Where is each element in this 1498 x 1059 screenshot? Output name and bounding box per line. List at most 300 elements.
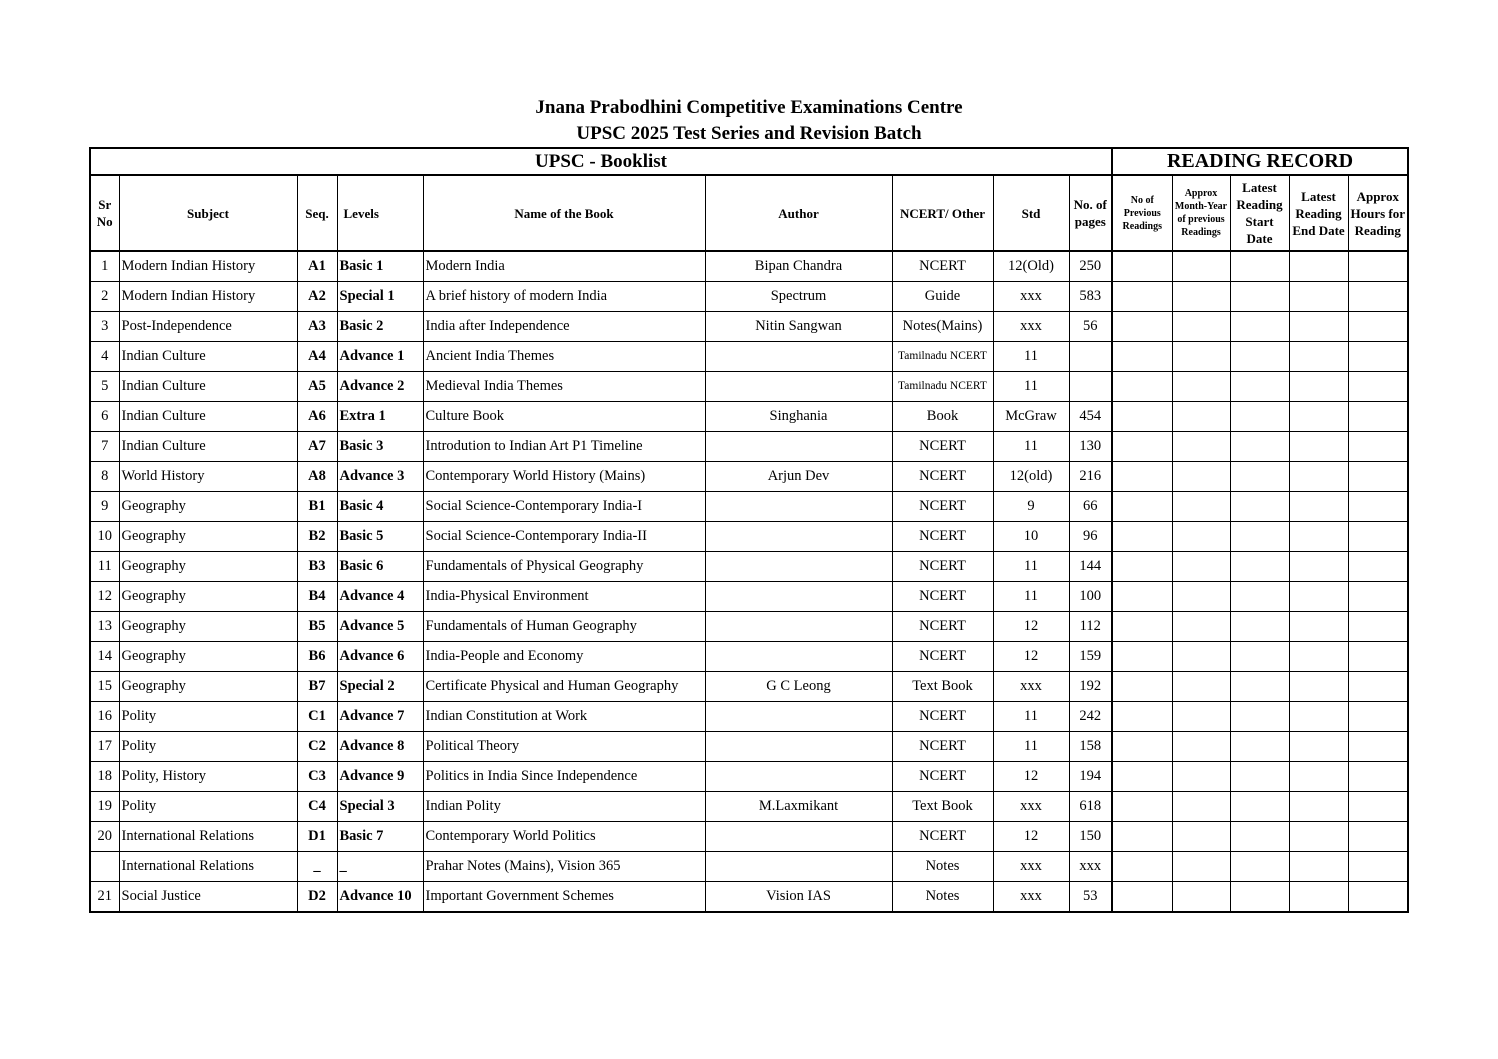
row-subject: Polity	[119, 792, 297, 822]
row-author	[705, 582, 892, 612]
row-sr: 8	[90, 462, 119, 492]
row-start-date	[1230, 251, 1289, 282]
col-end-date: Latest Reading End Date	[1289, 175, 1348, 251]
row-std: 12	[993, 612, 1069, 642]
row-level: Basic 4	[337, 492, 423, 522]
row-ncert: NCERT	[892, 522, 993, 552]
row-std: xxx	[993, 312, 1069, 342]
table-row	[90, 672, 1408, 702]
row-sr: 9	[90, 492, 119, 522]
row-seq: B7	[297, 672, 337, 702]
row-end-date	[1289, 552, 1348, 582]
row-seq: D2	[297, 882, 337, 913]
row-start-date	[1230, 402, 1289, 432]
row-author	[705, 822, 892, 852]
table-row	[90, 582, 1408, 612]
row-std: 11	[993, 702, 1069, 732]
row-level: Advance 3	[337, 462, 423, 492]
row-approx-month	[1172, 402, 1230, 432]
row-pages: 150	[1069, 822, 1112, 852]
row-approx-month	[1172, 462, 1230, 492]
row-sr: 2	[90, 282, 119, 312]
row-seq: B1	[297, 492, 337, 522]
row-approx-month	[1172, 612, 1230, 642]
row-subject: Geography	[119, 492, 297, 522]
row-subject: Geography	[119, 522, 297, 552]
row-ncert: Tamilnadu NCERT	[892, 342, 993, 372]
row-hours	[1348, 492, 1408, 522]
row-start-date	[1230, 282, 1289, 312]
row-subject: Polity, History	[119, 762, 297, 792]
row-pages: 112	[1069, 612, 1112, 642]
row-seq: C2	[297, 732, 337, 762]
row-level: Advance 6	[337, 642, 423, 672]
row-sr: 20	[90, 822, 119, 852]
row-hours	[1348, 732, 1408, 762]
row-seq: A2	[297, 282, 337, 312]
row-end-date	[1289, 882, 1348, 913]
row-pages: 216	[1069, 462, 1112, 492]
row-level: Advance 7	[337, 702, 423, 732]
row-pages: xxx	[1069, 852, 1112, 882]
row-subject: Indian Culture	[119, 402, 297, 432]
row-hours	[1348, 882, 1408, 913]
row-sr: 10	[90, 522, 119, 552]
batch-title: UPSC 2025 Test Series and Revision Batch	[576, 123, 922, 144]
row-sr: 13	[90, 612, 119, 642]
row-approx-month	[1172, 552, 1230, 582]
row-level: Basic 5	[337, 522, 423, 552]
row-start-date	[1230, 492, 1289, 522]
row-hours	[1348, 762, 1408, 792]
row-subject: World History	[119, 462, 297, 492]
row-level: Advance 5	[337, 612, 423, 642]
row-level: Special 1	[337, 282, 423, 312]
row-hours	[1348, 312, 1408, 342]
row-book: Modern India	[423, 251, 705, 282]
row-book: Certificate Physical and Human Geography	[423, 672, 705, 702]
row-prev-readings	[1112, 822, 1172, 852]
table-row	[90, 282, 1408, 312]
row-approx-month	[1172, 492, 1230, 522]
row-std: 12(old)	[993, 462, 1069, 492]
row-start-date	[1230, 522, 1289, 552]
row-book: India-Physical Environment	[423, 582, 705, 612]
row-pages: 100	[1069, 582, 1112, 612]
col-approx-month: Approx Month-Year of previous Readings	[1172, 175, 1230, 251]
row-hours	[1348, 372, 1408, 402]
row-subject: Post-Independence	[119, 312, 297, 342]
row-std: xxx	[993, 882, 1069, 913]
row-ncert: Book	[892, 402, 993, 432]
row-ncert: Notes	[892, 882, 993, 913]
row-author: Bipan Chandra	[705, 251, 892, 282]
table-row	[90, 492, 1408, 522]
row-subject: International Relations	[119, 852, 297, 882]
row-hours	[1348, 852, 1408, 882]
row-sr: 19	[90, 792, 119, 822]
row-prev-readings	[1112, 342, 1172, 372]
table-row	[90, 612, 1408, 642]
row-ncert: NCERT	[892, 642, 993, 672]
row-prev-readings	[1112, 702, 1172, 732]
row-std: 12	[993, 642, 1069, 672]
row-book: Indian Constitution at Work	[423, 702, 705, 732]
row-sr: 1	[90, 251, 119, 282]
row-start-date	[1230, 342, 1289, 372]
row-seq: A5	[297, 372, 337, 402]
row-prev-readings	[1112, 372, 1172, 402]
row-prev-readings	[1112, 251, 1172, 282]
table-row	[90, 312, 1408, 342]
row-prev-readings	[1112, 402, 1172, 432]
col-hours: Approx Hours for Reading	[1348, 175, 1408, 251]
row-hours	[1348, 522, 1408, 552]
row-end-date	[1289, 342, 1348, 372]
row-seq: B2	[297, 522, 337, 552]
row-prev-readings	[1112, 762, 1172, 792]
row-end-date	[1289, 462, 1348, 492]
row-pages: 454	[1069, 402, 1112, 432]
row-ncert: NCERT	[892, 702, 993, 732]
row-prev-readings	[1112, 732, 1172, 762]
row-book: Political Theory	[423, 732, 705, 762]
row-subject: Geography	[119, 582, 297, 612]
row-book: Medieval India Themes	[423, 372, 705, 402]
row-book: Fundamentals of Human Geography	[423, 612, 705, 642]
row-start-date	[1230, 432, 1289, 462]
row-author: Spectrum	[705, 282, 892, 312]
row-seq: C1	[297, 702, 337, 732]
row-book: India-People and Economy	[423, 642, 705, 672]
row-book: Prahar Notes (Mains), Vision 365	[423, 852, 705, 882]
row-hours	[1348, 432, 1408, 462]
table-row	[90, 432, 1408, 462]
row-ncert: Text Book	[892, 792, 993, 822]
row-std: 10	[993, 522, 1069, 552]
row-std: xxx	[993, 792, 1069, 822]
row-ncert: Text Book	[892, 672, 993, 702]
row-level: Advance 10	[337, 882, 423, 913]
row-pages	[1069, 372, 1112, 402]
row-hours	[1348, 582, 1408, 612]
row-std: 11	[993, 342, 1069, 372]
col-seq: Seq.	[297, 175, 337, 251]
row-end-date	[1289, 402, 1348, 432]
row-std: 11	[993, 372, 1069, 402]
row-sr: 4	[90, 342, 119, 372]
row-pages: 583	[1069, 282, 1112, 312]
row-seq: _	[297, 852, 337, 882]
row-seq: B6	[297, 642, 337, 672]
row-subject: Geography	[119, 612, 297, 642]
row-std: 11	[993, 552, 1069, 582]
row-prev-readings	[1112, 792, 1172, 822]
row-start-date	[1230, 882, 1289, 913]
row-approx-month	[1172, 642, 1230, 672]
row-pages: 66	[1069, 492, 1112, 522]
row-book: Politics in India Since Independence	[423, 762, 705, 792]
row-level: Special 2	[337, 672, 423, 702]
row-prev-readings	[1112, 552, 1172, 582]
row-author: M.Laxmikant	[705, 792, 892, 822]
row-hours	[1348, 642, 1408, 672]
row-approx-month	[1172, 852, 1230, 882]
row-pages	[1069, 342, 1112, 372]
row-pages: 53	[1069, 882, 1112, 913]
row-hours	[1348, 822, 1408, 852]
row-subject: Modern Indian History	[119, 282, 297, 312]
row-hours	[1348, 792, 1408, 822]
row-pages: 242	[1069, 702, 1112, 732]
table-row	[90, 762, 1408, 792]
table-row	[90, 251, 1408, 282]
row-seq: B5	[297, 612, 337, 642]
row-end-date	[1289, 312, 1348, 342]
row-subject: Indian Culture	[119, 432, 297, 462]
row-prev-readings	[1112, 882, 1172, 913]
col-book: Name of the Book	[423, 175, 705, 251]
row-end-date	[1289, 792, 1348, 822]
row-start-date	[1230, 552, 1289, 582]
row-ncert: Tamilnadu NCERT	[892, 372, 993, 402]
col-levels: Levels	[337, 175, 423, 251]
row-approx-month	[1172, 251, 1230, 282]
row-start-date	[1230, 312, 1289, 342]
row-pages: 130	[1069, 432, 1112, 462]
row-approx-month	[1172, 342, 1230, 372]
row-approx-month	[1172, 702, 1230, 732]
table-row	[90, 522, 1408, 552]
row-end-date	[1289, 822, 1348, 852]
row-prev-readings	[1112, 462, 1172, 492]
row-level: Basic 3	[337, 432, 423, 462]
row-hours	[1348, 672, 1408, 702]
row-author	[705, 642, 892, 672]
row-book: Ancient India Themes	[423, 342, 705, 372]
row-std: 12(Old)	[993, 251, 1069, 282]
reading-record-banner: READING RECORD	[1112, 148, 1408, 175]
row-book: Contemporary World Politics	[423, 822, 705, 852]
row-start-date	[1230, 612, 1289, 642]
row-author	[705, 342, 892, 372]
row-level: Advance 2	[337, 372, 423, 402]
row-level: Advance 1	[337, 342, 423, 372]
institute-title: Jnana Prabodhini Competitive Examinations Centre	[535, 97, 963, 118]
row-seq: A7	[297, 432, 337, 462]
row-pages: 192	[1069, 672, 1112, 702]
row-sr: 16	[90, 702, 119, 732]
row-end-date	[1289, 702, 1348, 732]
row-sr: 14	[90, 642, 119, 672]
row-prev-readings	[1112, 492, 1172, 522]
row-ncert: NCERT	[892, 762, 993, 792]
row-std: 11	[993, 432, 1069, 462]
row-prev-readings	[1112, 852, 1172, 882]
row-approx-month	[1172, 312, 1230, 342]
row-pages: 158	[1069, 732, 1112, 762]
row-book: Culture Book	[423, 402, 705, 432]
row-level: Basic 2	[337, 312, 423, 342]
row-approx-month	[1172, 792, 1230, 822]
row-prev-readings	[1112, 672, 1172, 702]
booklist-banner: UPSC - Booklist	[90, 148, 1112, 175]
row-start-date	[1230, 462, 1289, 492]
row-subject: Indian Culture	[119, 372, 297, 402]
row-approx-month	[1172, 522, 1230, 552]
row-end-date	[1289, 732, 1348, 762]
row-start-date	[1230, 732, 1289, 762]
row-std: xxx	[993, 672, 1069, 702]
row-subject: Modern Indian History	[119, 251, 297, 282]
row-pages: 159	[1069, 642, 1112, 672]
row-hours	[1348, 702, 1408, 732]
row-std: 9	[993, 492, 1069, 522]
row-ncert: NCERT	[892, 732, 993, 762]
row-prev-readings	[1112, 282, 1172, 312]
table-row	[90, 732, 1408, 762]
row-book: Social Science-Contemporary India-II	[423, 522, 705, 552]
table-row	[90, 342, 1408, 372]
row-ncert: NCERT	[892, 582, 993, 612]
row-sr: 18	[90, 762, 119, 792]
row-ncert: NCERT	[892, 432, 993, 462]
row-subject: Geography	[119, 672, 297, 702]
col-start-date: Latest Reading Start Date	[1230, 175, 1289, 251]
table-row	[90, 642, 1408, 672]
row-author	[705, 702, 892, 732]
row-subject: Polity	[119, 702, 297, 732]
row-std: xxx	[993, 282, 1069, 312]
row-start-date	[1230, 792, 1289, 822]
row-hours	[1348, 342, 1408, 372]
row-book: Important Government Schemes	[423, 882, 705, 913]
col-std: Std	[993, 175, 1069, 251]
table-row	[90, 852, 1408, 882]
row-start-date	[1230, 372, 1289, 402]
row-level: Advance 9	[337, 762, 423, 792]
row-ncert: Guide	[892, 282, 993, 312]
table-row	[90, 792, 1408, 822]
row-sr: 7	[90, 432, 119, 462]
table-row	[90, 402, 1408, 432]
row-level: _	[337, 852, 423, 882]
row-author	[705, 732, 892, 762]
row-sr: 12	[90, 582, 119, 612]
row-start-date	[1230, 852, 1289, 882]
row-author	[705, 762, 892, 792]
col-ncert: NCERT/ Other	[892, 175, 993, 251]
row-hours	[1348, 462, 1408, 492]
row-end-date	[1289, 282, 1348, 312]
row-start-date	[1230, 822, 1289, 852]
row-approx-month	[1172, 882, 1230, 913]
row-hours	[1348, 251, 1408, 282]
row-level: Basic 7	[337, 822, 423, 852]
row-ncert: NCERT	[892, 492, 993, 522]
booklist-table	[89, 147, 1409, 913]
row-end-date	[1289, 522, 1348, 552]
row-prev-readings	[1112, 432, 1172, 462]
row-book: Social Science-Contemporary India-I	[423, 492, 705, 522]
row-level: Special 3	[337, 792, 423, 822]
row-level: Basic 1	[337, 251, 423, 282]
row-end-date	[1289, 612, 1348, 642]
row-sr: 11	[90, 552, 119, 582]
row-pages: 250	[1069, 251, 1112, 282]
row-seq: A4	[297, 342, 337, 372]
row-subject: Social Justice	[119, 882, 297, 913]
row-ncert: NCERT	[892, 612, 993, 642]
row-seq: A1	[297, 251, 337, 282]
row-subject: Geography	[119, 642, 297, 672]
row-author	[705, 552, 892, 582]
row-pages: 96	[1069, 522, 1112, 552]
row-author: Vision IAS	[705, 882, 892, 913]
row-author: G C Leong	[705, 672, 892, 702]
row-std: 11	[993, 732, 1069, 762]
row-prev-readings	[1112, 642, 1172, 672]
row-book: Indian Polity	[423, 792, 705, 822]
row-author: Arjun Dev	[705, 462, 892, 492]
row-author: Nitin Sangwan	[705, 312, 892, 342]
row-approx-month	[1172, 372, 1230, 402]
row-hours	[1348, 282, 1408, 312]
row-sr	[90, 852, 119, 882]
row-std: McGraw	[993, 402, 1069, 432]
row-hours	[1348, 612, 1408, 642]
row-author	[705, 372, 892, 402]
row-pages: 56	[1069, 312, 1112, 342]
col-sr: Sr No	[90, 175, 119, 251]
row-seq: D1	[297, 822, 337, 852]
row-approx-month	[1172, 582, 1230, 612]
row-prev-readings	[1112, 612, 1172, 642]
col-prev-readings: No of Previous Readings	[1112, 175, 1172, 251]
row-book: Fundamentals of Physical Geography	[423, 552, 705, 582]
row-end-date	[1289, 642, 1348, 672]
row-pages: 144	[1069, 552, 1112, 582]
table-row	[90, 822, 1408, 852]
row-approx-month	[1172, 732, 1230, 762]
row-std: 11	[993, 582, 1069, 612]
row-end-date	[1289, 492, 1348, 522]
row-author	[705, 852, 892, 882]
row-std: 12	[993, 822, 1069, 852]
row-seq: B3	[297, 552, 337, 582]
row-hours	[1348, 402, 1408, 432]
row-approx-month	[1172, 672, 1230, 702]
row-ncert: NCERT	[892, 822, 993, 852]
col-subject: Subject	[119, 175, 297, 251]
row-end-date	[1289, 432, 1348, 462]
row-sr: 21	[90, 882, 119, 913]
table-row	[90, 882, 1408, 913]
row-end-date	[1289, 852, 1348, 882]
row-pages: 618	[1069, 792, 1112, 822]
row-book: Contemporary World History (Mains)	[423, 462, 705, 492]
row-book: India after Independence	[423, 312, 705, 342]
row-author	[705, 492, 892, 522]
row-seq: A8	[297, 462, 337, 492]
row-end-date	[1289, 672, 1348, 702]
row-subject: International Relations	[119, 822, 297, 852]
row-subject: Geography	[119, 552, 297, 582]
row-author	[705, 522, 892, 552]
row-start-date	[1230, 702, 1289, 732]
row-start-date	[1230, 672, 1289, 702]
row-book: A brief history of modern India	[423, 282, 705, 312]
